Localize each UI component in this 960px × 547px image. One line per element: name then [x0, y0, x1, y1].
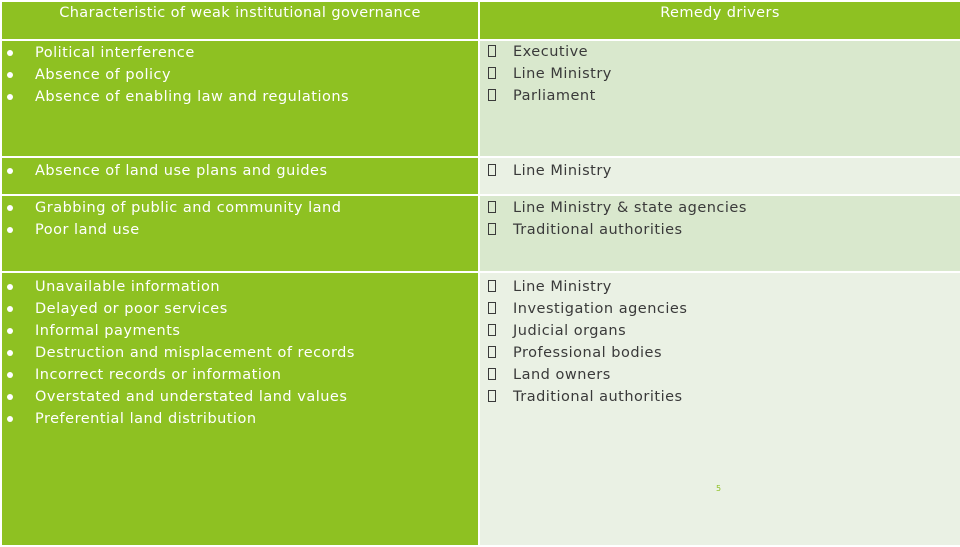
remedy-item [480, 197, 960, 219]
remedy-item [480, 320, 960, 342]
remedies-cell [479, 195, 960, 272]
bullet-dot-icon [7, 350, 13, 356]
characteristic-text: Absence of enabling law and regulations [35, 89, 350, 105]
bullet-dot-icon [7, 72, 13, 78]
characteristics-cell [1, 272, 479, 546]
checkbox-glyph-icon [488, 89, 496, 101]
checkbox-glyph-icon [488, 324, 496, 336]
characteristic-text: Unavailable information [35, 279, 221, 295]
checkbox-glyph-icon [488, 390, 496, 402]
checkbox-glyph-icon [488, 67, 496, 79]
bullet-dot-icon [7, 394, 13, 400]
characteristic-item [2, 219, 478, 241]
characteristic-item [2, 160, 478, 182]
remedies-cell [479, 157, 960, 195]
characteristic-item [2, 364, 478, 386]
header-row [1, 1, 960, 40]
characteristic-text: Delayed or poor services [35, 301, 228, 317]
remedy-item [480, 160, 960, 182]
checkbox-glyph-icon [488, 346, 496, 358]
characteristic-text: Preferential land distribution [35, 411, 257, 427]
characteristic-text: Incorrect records or information [35, 367, 282, 383]
characteristic-item [2, 320, 478, 342]
remedies-cell [479, 272, 960, 546]
checkbox-glyph-icon [488, 223, 496, 235]
characteristic-text: Political interference [35, 45, 195, 61]
remedy-text: Executive [513, 44, 589, 60]
characteristic-text: Informal payments [35, 323, 181, 339]
remedy-text: Investigation agencies [513, 301, 688, 317]
remedy-text: Professional bodies [513, 345, 663, 361]
remedy-text: Line Ministry [513, 279, 612, 295]
characteristic-text: Poor land use [35, 222, 140, 238]
table-body [1, 40, 960, 546]
bullet-dot-icon [7, 372, 13, 378]
remedy-text: Traditional authorities [513, 389, 683, 405]
remedy-text: Line Ministry [513, 66, 612, 82]
remedy-item [480, 63, 960, 85]
bullet-dot-icon [7, 306, 13, 312]
bullet-dot-icon [7, 205, 13, 211]
remedy-item [480, 386, 960, 408]
table-row [1, 157, 960, 195]
characteristic-item [2, 276, 478, 298]
characteristic-text: Absence of policy [35, 67, 172, 83]
table-row [1, 272, 960, 546]
characteristics-cell [1, 195, 479, 272]
checkbox-glyph-icon [488, 164, 496, 176]
page-number: 5 [716, 484, 722, 493]
remedy-item [480, 276, 960, 298]
remedy-text: Traditional authorities [513, 222, 683, 238]
checkbox-glyph-icon [488, 280, 496, 292]
characteristic-item [2, 86, 478, 108]
header-characteristic: Characteristic of weak institutional governance [1, 1, 479, 40]
characteristic-item [2, 197, 478, 219]
remedy-text: Judicial organs [513, 323, 627, 339]
bullet-dot-icon [7, 50, 13, 56]
checkbox-glyph-icon [488, 45, 496, 57]
remedy-item [480, 41, 960, 63]
remedy-item [480, 298, 960, 320]
characteristics-cell [1, 40, 479, 157]
characteristic-item [2, 386, 478, 408]
remedy-item [480, 364, 960, 386]
remedy-item [480, 85, 960, 107]
header-remedy-drivers: Remedy drivers [479, 1, 960, 40]
remedy-text: Land owners [513, 367, 611, 383]
checkbox-glyph-icon [488, 302, 496, 314]
bullet-dot-icon [7, 94, 13, 100]
characteristic-item [2, 408, 478, 430]
checkbox-glyph-icon [488, 368, 496, 380]
checkbox-glyph-icon [488, 201, 496, 213]
bullet-dot-icon [7, 416, 13, 422]
characteristic-item [2, 298, 478, 320]
characteristic-item [2, 342, 478, 364]
characteristics-cell [1, 157, 479, 195]
remedy-text: Line Ministry & state agencies [513, 200, 747, 216]
characteristic-text: Absence of land use plans and guides [35, 163, 328, 179]
remedies-cell [479, 40, 960, 157]
bullet-dot-icon [7, 168, 13, 174]
remedy-item [480, 342, 960, 364]
remedy-text: Parliament [513, 88, 596, 104]
characteristic-text: Overstated and understated land values [35, 389, 348, 405]
characteristic-item [2, 42, 478, 64]
characteristic-text: Destruction and misplacement of records [35, 345, 355, 361]
table-row [1, 195, 960, 272]
bullet-dot-icon [7, 227, 13, 233]
bullet-dot-icon [7, 328, 13, 334]
table-row [1, 40, 960, 157]
characteristic-item [2, 64, 478, 86]
characteristic-text: Grabbing of public and community land [35, 200, 342, 216]
remedy-item [480, 219, 960, 241]
remedy-text: Line Ministry [513, 163, 612, 179]
bullet-dot-icon [7, 284, 13, 290]
